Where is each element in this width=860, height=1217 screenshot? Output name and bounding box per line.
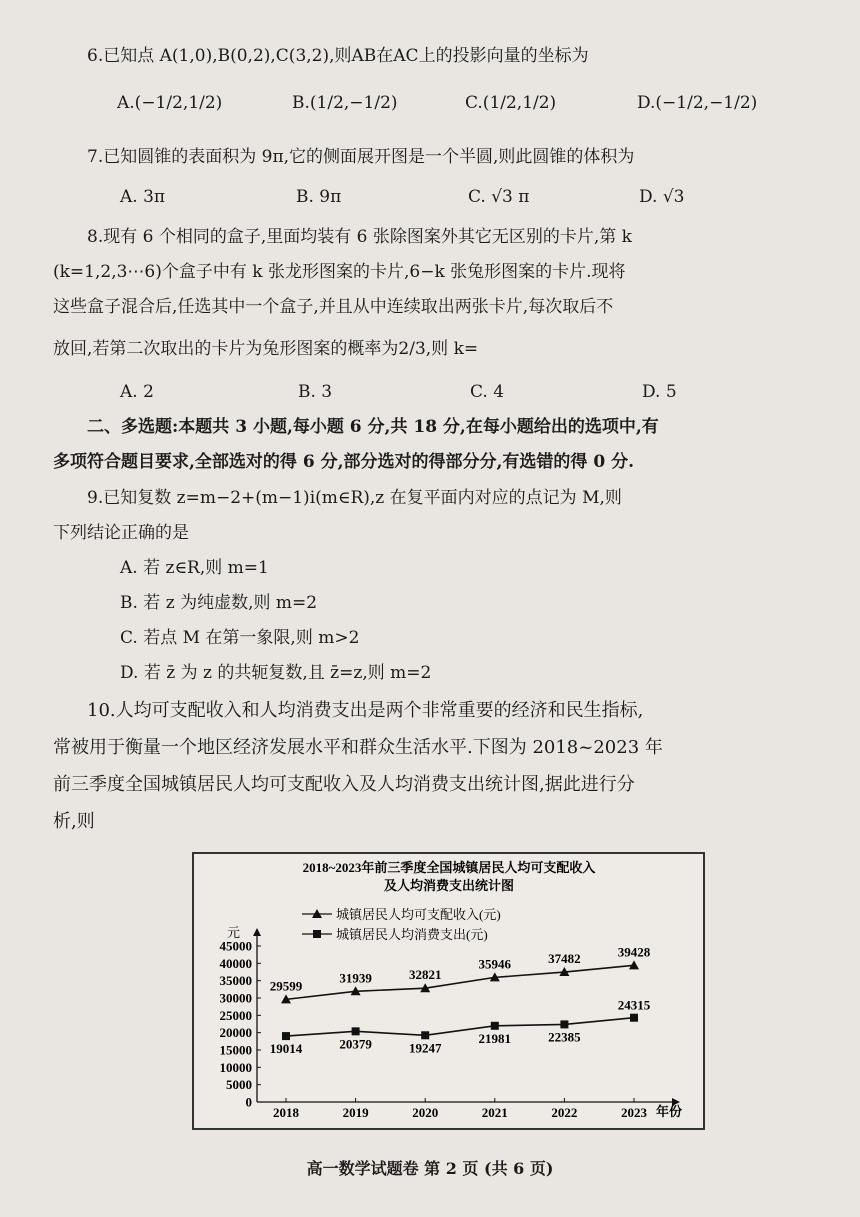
q9-option-a: A. 若 z∈R,则 m=1: [120, 558, 269, 578]
y-tick-label: 40000: [219, 955, 252, 971]
y-tick-label: 30000: [219, 990, 252, 1006]
q9-line-2: 下列结论正确的是: [53, 523, 189, 543]
q9-option-b: B. 若 z 为纯虚数,则 m=2: [120, 593, 318, 613]
q8-line-1: 8.现有 6 个相同的盒子,里面均装有 6 张除图案外其它无区别的卡片,第 k: [87, 227, 632, 247]
q7-stem: 7.已知圆锥的表面积为 9π,它的侧面展开图是一个半圆,则此圆锥的体积为: [87, 147, 635, 167]
expense-point: [491, 1022, 499, 1030]
expense-data-label: 24315: [617, 997, 651, 1013]
q8-option-d: D. 5: [642, 382, 677, 402]
q10-line-2: 常被用于衡量一个地区经济发展水平和群众生活水平.下图为 2018~2023 年: [53, 737, 663, 758]
line-chart: [192, 852, 705, 1130]
x-tick-label: 2022: [551, 1105, 578, 1120]
q7-option-c: C. √3 π: [468, 187, 530, 207]
x-tick-label: 2019: [342, 1105, 369, 1120]
q7-option-b: B. 9π: [296, 187, 342, 207]
x-tick-label: 2018: [273, 1105, 299, 1120]
income-data-label: 29599: [269, 978, 303, 994]
expense-data-label: 19014: [269, 1041, 303, 1057]
income-data-label: 32821: [408, 967, 442, 983]
legend-square-marker: [313, 930, 321, 938]
income-point: [629, 960, 639, 969]
q8-option-c: C. 4: [470, 382, 505, 402]
q9-line-1: 9.已知复数 z=m−2+(m−1)i(m∈R),z 在复平面内对应的点记为 M,则: [87, 488, 622, 508]
q8-option-a: A. 2: [120, 382, 154, 402]
y-tick-group: [220, 939, 262, 1110]
y-tick-label: 25000: [219, 1007, 252, 1023]
q8-line-3: 这些盒子混合后,任选其中一个盒子,并且从中连续取出两张卡片,每次取后不: [53, 297, 614, 317]
legend-expense-label: 城镇居民人均消费支出(元): [336, 927, 488, 942]
y-tick-label: 10000: [219, 1059, 252, 1075]
q8-option-b: B. 3: [298, 382, 333, 402]
q6-stem: 6.已知点 A(1,0),B(0,2),C(3,2),则AB在AC上的投影向量的坐标为: [87, 46, 589, 66]
x-tick-label: 2020: [412, 1105, 439, 1120]
income-data-label: 39428: [617, 944, 651, 960]
legend-income-label: 城镇居民人均可支配收入(元): [336, 907, 501, 922]
expense-data-label: 22385: [548, 1029, 581, 1045]
q10-line-4: 析,则: [53, 811, 95, 832]
q7-option-d: D. √3: [639, 187, 685, 207]
y-tick-label: 15000: [219, 1042, 252, 1058]
chart-subtitle: 及人均消费支出统计图: [383, 878, 515, 893]
q6-option-a: A.(−1/2,1/2): [117, 93, 223, 113]
series-layer: [270, 944, 651, 1056]
y-tick-label: 35000: [219, 973, 252, 989]
q9-option-d: D. 若 z̄ 为 z 的共轭复数,且 z̄=z,则 m=2: [120, 663, 432, 683]
y-tick-label: 20000: [219, 1025, 252, 1041]
q9-option-c: C. 若点 M 在第一象限,则 m>2: [120, 628, 360, 648]
income-data-label: 37482: [548, 951, 581, 967]
q10-line-3: 前三季度全国城镇居民人均可支配收入及人均消费支出统计图,据此进行分: [53, 774, 635, 795]
expense-point: [630, 1014, 638, 1022]
x-tick-label: 2023: [621, 1105, 647, 1120]
series-line-expense: [286, 1018, 634, 1036]
y-tick-label: 5000: [226, 1077, 252, 1093]
chart-axes: [227, 925, 682, 1119]
expense-data-label: 21981: [478, 1030, 512, 1046]
q6-option-c: C.(1/2,1/2): [465, 93, 557, 113]
x-axis-label: 年份: [656, 1104, 683, 1119]
expense-data-label: 19247: [408, 1040, 442, 1056]
q7-option-a: A. 3π: [120, 187, 166, 207]
q6-option-b: B.(1/2,−1/2): [292, 93, 398, 113]
y-tick-label: 0: [245, 1094, 252, 1110]
chart-legend: [302, 907, 501, 942]
q8-line-4: 放回,若第二次取出的卡片为兔形图案的概率为2/3,则 k=: [53, 339, 479, 359]
q6-option-d: D.(−1/2,−1/2): [637, 93, 758, 113]
x-tick-group: [273, 1098, 648, 1120]
section2-heading-line-2: 多项符合题目要求,全部选对的得 6 分,部分选对的得部分分,有选错的得 0 分.: [53, 452, 635, 472]
q10-line-1: 10.人均可支配收入和人均消费支出是两个非常重要的经济和民生指标,: [87, 700, 644, 721]
income-data-label: 31939: [339, 970, 372, 986]
chart-svg: [194, 854, 703, 1128]
y-tick-label: 45000: [219, 938, 252, 954]
expense-point: [421, 1031, 429, 1039]
expense-data-label: 20379: [339, 1036, 372, 1052]
y-axis-label: 元: [227, 925, 241, 940]
income-data-label: 35946: [478, 956, 512, 972]
expense-point: [282, 1032, 290, 1040]
section2-heading-line-1: 二、多选题:本题共 3 小题,每小题 6 分,共 18 分,在每小题给出的选项中,有: [87, 417, 659, 437]
chart-title: 2018~2023年前三季度全国城镇居民人均可支配收入: [302, 860, 596, 875]
q8-line-2: (k=1,2,3⋯6)个盒子中有 k 张龙形图案的卡片,6−k 张兔形图案的卡片.现将: [53, 262, 626, 282]
page-footer: 高一数学试题卷 第 2 页 (共 6 页): [306, 1159, 554, 1178]
series-line-income: [286, 965, 634, 999]
expense-point: [352, 1027, 360, 1035]
y-axis-arrow: [253, 928, 261, 936]
expense-point: [560, 1020, 568, 1028]
x-tick-label: 2021: [481, 1105, 508, 1120]
